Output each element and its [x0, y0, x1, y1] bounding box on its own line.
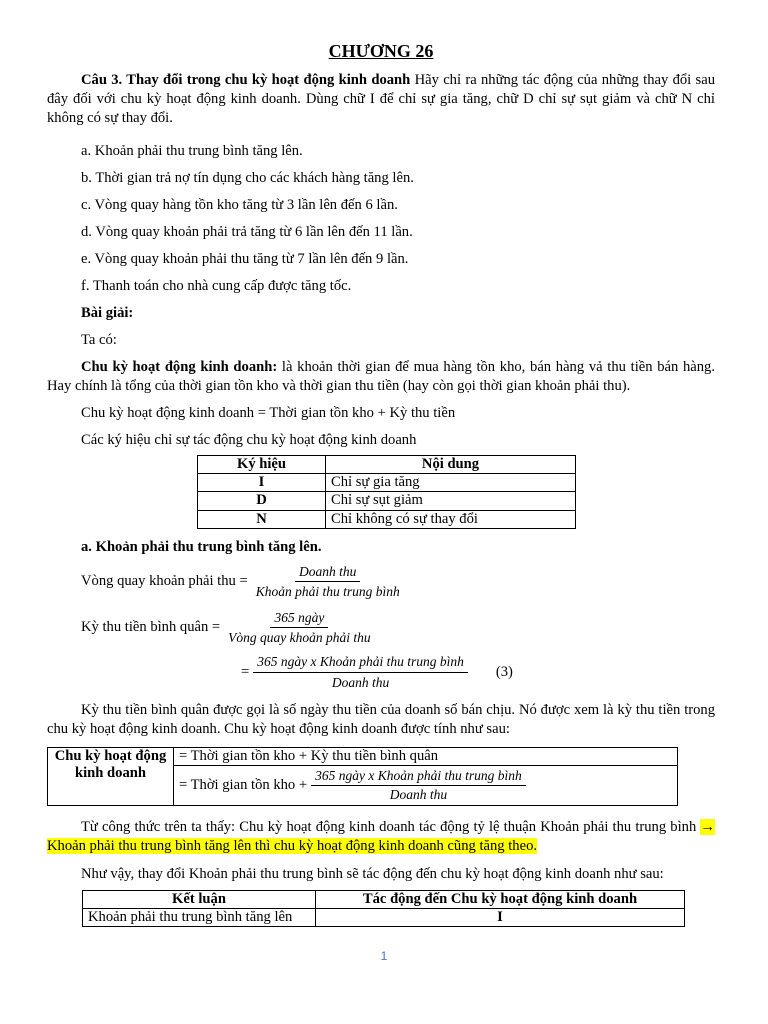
collection-period-paragraph: Kỳ thu tiền bình quân được gọi là số ngày thu tiền của doanh số bán chịu. Nó được xem là kỳ thu tiền trong chu kỳ hoạt động kinh doanh. Chu kỳ hoạt động kinh doanh được tính như sau: [47, 702, 715, 738]
symbols-intro: Các ký hiệu chỉ sự tác động chu kỳ hoạt động kinh doanh [81, 431, 417, 448]
table-cell: = Thời gian tồn kho + Kỳ thu tiền bình quân [174, 747, 678, 765]
table-row [48, 747, 678, 765]
cycle-table-head: Chu kỳ hoạt động kinh doanh [48, 747, 174, 805]
list-item: b. Thời gian trả nợ tín dụng cho các khách hàng tăng lên. [81, 170, 414, 187]
table-cell: I [198, 474, 326, 492]
fraction [311, 768, 526, 803]
table-cell: Chỉ sự sụt giảm [326, 492, 576, 510]
question-label: Câu 3. Thay đổi trong chu kỳ hoạt động kinh doanh [81, 72, 411, 89]
table-row [198, 492, 576, 510]
list-item: f. Thanh toán cho nhà cung cấp được tăng tốc. [81, 278, 352, 295]
item-list [47, 142, 715, 296]
fraction-numerator: 365 ngày x Khoản phải thu trung bình [253, 653, 468, 673]
formula-receivable-turnover [81, 563, 715, 601]
definition-text: là khoản thời gian để mua hàng tồn kho, bán hàng vả thu tiền bán hàng. Hay chính là tổng của thời gian tồn kho và thời gian thu tiền (hay còn gọi thời gian khoản phải thu). [47, 359, 715, 395]
solution-heading: Bài giải: [81, 305, 134, 322]
list-item: d. Vòng quay khoản phải trả tăng từ 6 lần lên đến 11 lần. [81, 224, 413, 241]
table-header-cell: Ký hiệu [198, 455, 326, 473]
list-item: e. Vòng quay khoản phải thu tăng từ 7 lần lên đến 9 lần. [81, 251, 409, 268]
table-cell: N [198, 510, 326, 528]
question-text: Hãy chỉ ra những tác động của những thay đổi sau đây đối với chu kỳ hoạt động kinh doanh. Dùng chữ I để chỉ sự gia tăng, chữ D chỉ sự sụt giảm và chữ N chỉ không có sự thay đổi. [47, 72, 715, 127]
table-header-cell: Nội dung [326, 455, 576, 473]
cycle-table [47, 747, 678, 806]
table-header-row [83, 890, 685, 908]
conclusion-paragraph [47, 818, 715, 856]
table-cell: Chỉ sự gia tăng [326, 474, 576, 492]
formula-lhs: Kỳ thu tiền bình quân = [81, 619, 221, 636]
fraction-denominator: Doanh thu [389, 787, 448, 803]
formula-collection-period [81, 609, 715, 647]
fraction [224, 609, 374, 647]
table-cell: I [316, 909, 685, 927]
fraction-numerator: 365 ngày [270, 609, 328, 629]
page-number: 1 [380, 949, 388, 963]
fraction [252, 563, 404, 601]
fraction [253, 653, 468, 691]
symbols-table [197, 455, 576, 529]
list-item: c. Vòng quay hàng tồn kho tăng từ 3 lần lên đến 6 lần. [81, 197, 398, 214]
formula-lhs: = Thời gian tồn kho + [179, 777, 308, 794]
ta-co-text: Ta có: [81, 332, 117, 349]
cycle-formula-text: Chu kỳ hoạt động kinh doanh = Thời gian tồn kho + Kỳ thu tiền [81, 404, 456, 421]
question-paragraph [47, 71, 715, 128]
conclusion-text: Từ công thức trên ta thấy: Chu kỳ hoạt động kinh doanh tác động tỷ lệ thuận Khoản phải thu trung bình [81, 819, 701, 836]
table-cell: Chỉ không có sự thay đổi [326, 510, 576, 528]
table-cell: Khoản phải thu trung bình tăng lên [83, 909, 316, 927]
part-a-heading: a. Khoản phải thu trung bình tăng lên. [81, 538, 322, 555]
table-row [198, 474, 576, 492]
conclusion-table [82, 890, 685, 927]
formula-lhs: Vòng quay khoản phải thu = [81, 573, 248, 590]
definition-paragraph [47, 358, 715, 396]
definition-term: Chu kỳ hoạt động kinh doanh: [81, 359, 278, 376]
table-header-cell: Tác động đến Chu kỳ hoạt động kinh doanh [316, 890, 685, 908]
formula-lhs: = [241, 663, 250, 680]
list-item: a. Khoản phải thu trung bình tăng lên. [81, 143, 303, 160]
table-row [83, 909, 685, 927]
equation-number: (3) [495, 663, 513, 680]
highlighted-conclusion: → Khoản phải thu trung bình tăng lên thì chu kỳ hoạt động kinh doanh cũng tăng theo. [47, 819, 715, 855]
table-header-row [198, 455, 576, 473]
fraction-denominator: Doanh thu [331, 674, 390, 690]
fraction-denominator: Khoản phải thu trung bình [255, 584, 400, 600]
fraction-numerator: 365 ngày x Khoản phải thu trung bình [311, 768, 526, 786]
cycle-formula [179, 766, 672, 805]
fraction-numerator: Doanh thu [295, 563, 360, 583]
table-header-cell: Kết luận [83, 890, 316, 908]
fraction-denominator: Vòng quay khoản phải thu [228, 630, 371, 646]
document-page [47, 40, 715, 927]
table-row [198, 510, 576, 528]
formula-collection-period-expanded [241, 653, 715, 691]
table-cell: D [198, 492, 326, 510]
summary-intro: Như vậy, thay đổi Khoản phải thu trung bình sẽ tác động đến chu kỳ hoạt động kinh doanh như sau: [81, 865, 664, 882]
table-cell [174, 766, 678, 806]
chapter-title: CHƯƠNG 26 [328, 41, 434, 61]
